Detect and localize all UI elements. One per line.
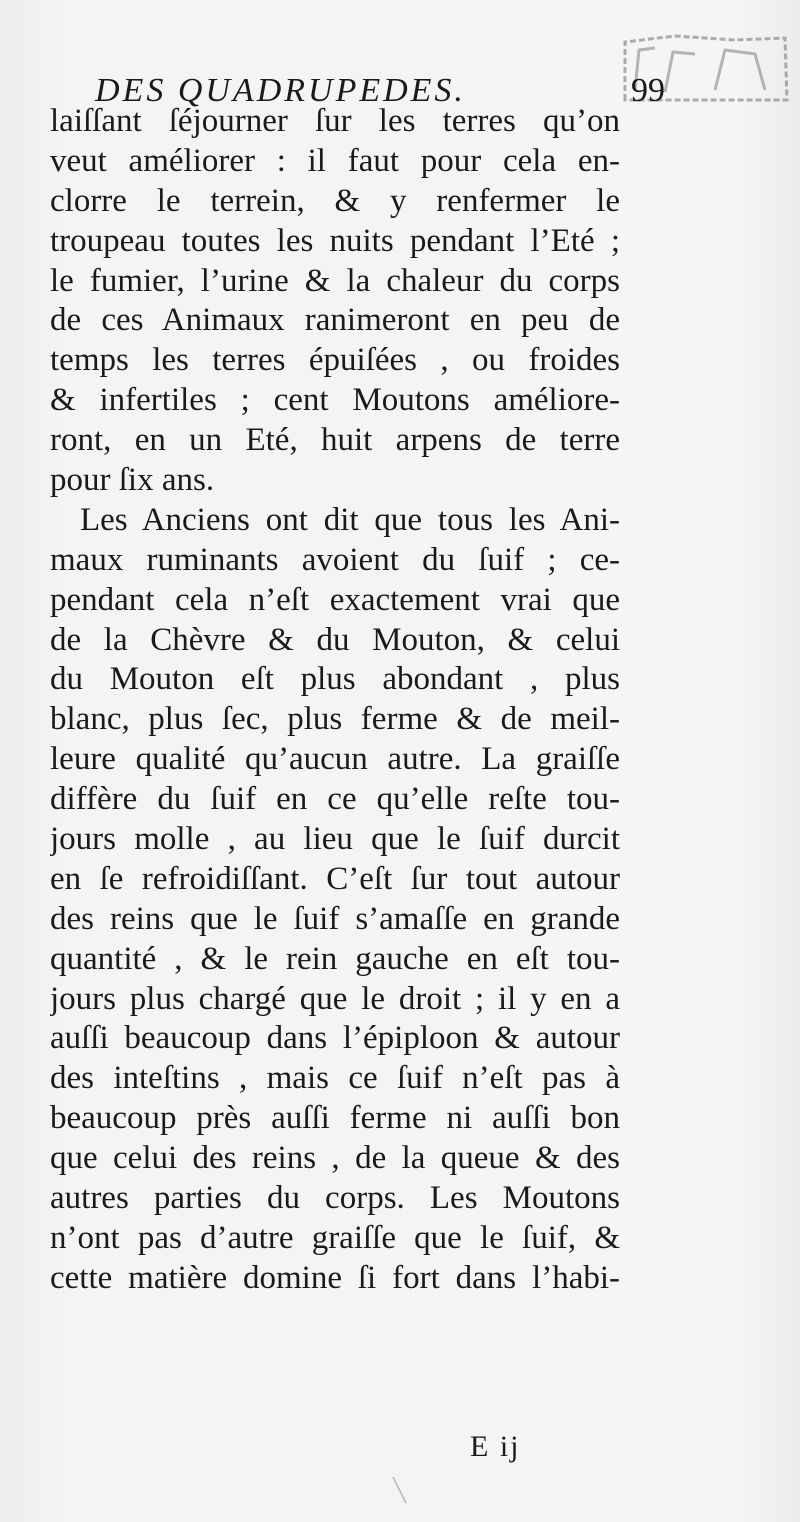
pencil-mark-icon	[390, 1475, 410, 1505]
text-line: du Mouton eſt plus abondant , plus	[50, 661, 620, 698]
text-line: que celui des reins , de la queue & des	[50, 1140, 620, 1177]
text-line: de ces Animaux ranimeront en peu de	[50, 302, 620, 339]
text-line: blanc, plus ſec, plus ferme & de meil-	[50, 701, 620, 738]
text-line: des inteſtins , mais ce ſuif n’eſt pas à	[50, 1060, 620, 1097]
text-line: clorre le terrein, & y renfermer le	[50, 182, 620, 219]
text-line: pendant cela n’eſt exactement vrai que	[50, 581, 620, 618]
text-line: temps les terres épuiſées , ou froides	[50, 342, 620, 379]
text-line: en ſe refroidiſſant. C’eſt ſur tout autour	[50, 860, 620, 897]
text-line: maux ruminants avoient du ſuif ; ce-	[50, 541, 620, 578]
text-line: quantité , & le rein gauche en eſt tou-	[50, 940, 620, 977]
text-line: le fumier, l’urine & la chaleur du corps	[50, 262, 620, 299]
text-line: n’ont pas d’autre graiſſe que le ſuif, &	[50, 1219, 620, 1256]
text-line: cette matière domine ſi fort dans l’habi-	[50, 1259, 620, 1296]
text-line: & infertiles ; cent Moutons améliore-	[50, 382, 620, 419]
text-line: Les Anciens ont dit que tous les Ani-	[80, 501, 620, 538]
page-number: 99	[631, 72, 665, 109]
text-line: ront, en un Eté, huit arpens de terre	[50, 422, 620, 459]
text-line: auſſi beaucoup dans l’épiploon & autour	[50, 1020, 620, 1057]
body-text	[50, 102, 620, 1299]
text-line: diffère du ſuif en ce qu’elle reſte tou-	[50, 781, 620, 818]
text-line: autres parties du corps. Les Moutons	[50, 1180, 620, 1217]
text-line: des reins que le ſuif s’amaſſe en grande	[50, 900, 620, 937]
text-line: jours plus chargé que le droit ; il y en a	[50, 980, 620, 1017]
text-line: pour ſix ans.	[50, 462, 215, 499]
text-line: de la Chèvre & du Mouton, & celui	[50, 621, 620, 658]
text-line: laiſſant ſéjourner ſur les terres qu’on	[50, 103, 620, 139]
text-line: jours molle , au lieu que le ſuif durcit	[50, 821, 620, 858]
text-line: beaucoup près auſſi ferme ni auſſi bon	[50, 1100, 620, 1137]
text-line: troupeau toutes les nuits pendant l’Eté ;	[50, 222, 620, 259]
signature-mark: E ij	[470, 1430, 521, 1463]
text-line: veut améliorer : il faut pour cela en-	[50, 142, 620, 179]
running-head-title: DES QUADRUPEDES.	[95, 72, 466, 109]
text-line: leure qualité qu’aucun autre. La graiſſe	[50, 741, 620, 778]
